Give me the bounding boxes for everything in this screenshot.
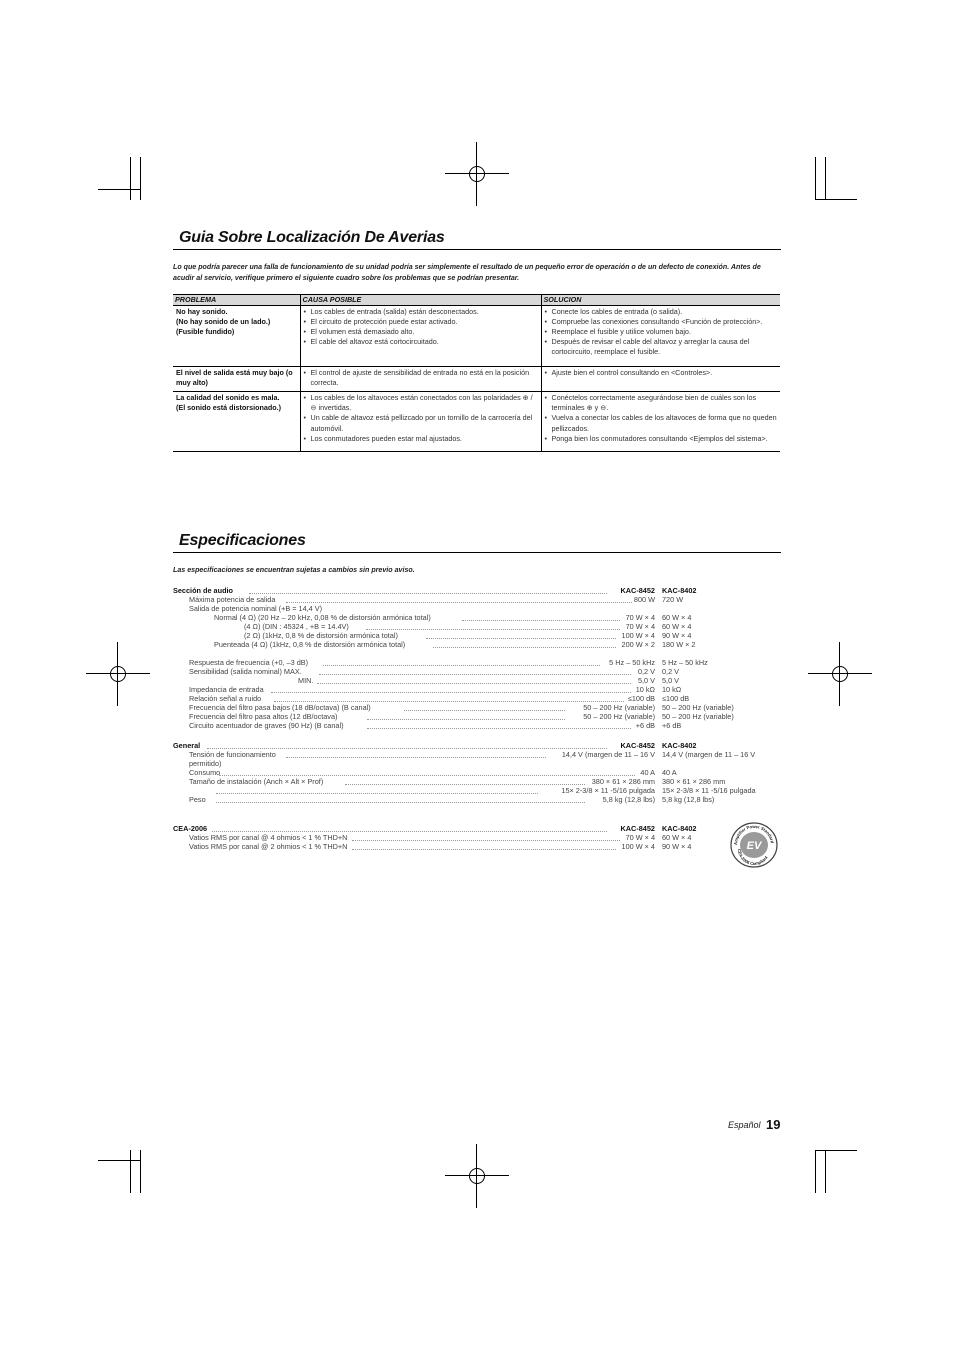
spec-value-col1: 5,0 V [637,676,655,685]
spec-value-col2: 720 W [662,595,684,604]
model-col1-label: KAC-8452 [620,741,655,750]
table-row [173,306,780,367]
registration-mark-left [86,642,150,706]
solution-cell [541,306,780,367]
header-cause: CAUSA POSIBLE [300,295,541,306]
list-item: • Un cable de altavoz está pellizcado por un tornillo de la carrocería del automóvil. [304,413,538,433]
spec-label: Impedancia de entrada [189,685,264,694]
spec-value-col2: 60 W × 4 [662,613,692,622]
problem-text: La calidad del sonido es mala. [176,393,280,403]
spec-value-col1: 5,8 kg (12,8 lbs) [602,795,655,804]
spec-value-col2: 60 W × 4 [662,622,692,631]
list-item: • Ajuste bien el control consultando en <Controles>. [545,368,778,378]
model-col1-label: KAC-8452 [620,824,655,833]
spec-value-col1: 70 W × 4 [625,613,655,622]
spec-value-col1: 100 W × 4 [621,631,655,640]
spec-value-col1: 100 W × 4 [621,842,655,851]
spec-value-col2: 90 W × 4 [662,631,692,640]
header-problem: PROBLEMA [173,295,300,306]
registration-mark-bottom [445,1144,509,1208]
spec-value-col1: 0,2 V [637,667,655,676]
spec-value-col1: +6 dB [635,721,655,730]
spec-label: Normal (4 Ω) (20 Hz – 20 kHz, 0,08 % de distorsión armónica total) [214,613,431,622]
model-col1-label: KAC-8452 [620,586,655,595]
list-item: • El cable del altavoz está cortocircuitado. [304,337,538,347]
problem-text: (El sonido está distorsionado.) [176,403,282,413]
spec-label: Salida de potencia nominal (+B = 14,4 V) [189,604,323,613]
cea-heading: CEA-2006 [173,824,208,833]
list-item: • El volumen está demasiado alto. [304,327,538,337]
cause-cell [300,306,541,367]
spec-label: Respuesta de frecuencia (+0, –3 dB) [189,658,309,667]
spec-value-col1: 50 – 200 Hz (variable) [583,712,655,721]
spec-value-col2: 15× 2-3/8 × 11 -5/16 pulgada [662,786,756,795]
spec-value-col2: 50 – 200 Hz (variable) [662,712,734,721]
list-item: • Ponga bien los conmutadores consultando <Ejemplos del sistema>. [545,434,778,444]
list-item: • Los cables de entrada (salida) están desconectados. [304,307,538,317]
problem-text: El nivel de salida está muy bajo (o muy alto) [176,368,293,388]
header-solution: SOLUCION [541,295,780,306]
spec-label: (2 Ω) (1kHz, 0,8 % de distorsión armónica total) [244,631,398,640]
spec-value-col1: 15× 2-3/8 × 11 -5/16 pulgada [561,786,655,795]
spec-label: Frecuencia del filtro pasa bajos (18 dB/octava) (B canal) [189,703,371,712]
problem-cell [173,392,300,452]
spec-label: Frecuencia del filtro pasa altos (12 dB/octava) [189,712,338,721]
spec-label: Tamaño de instalación (Anch × Alt × Prof) [189,777,324,786]
spec-value-col1: 5 Hz – 50 kHz [609,658,655,667]
list-item: • Conecte los cables de entrada (o salida). [545,307,778,317]
spec-label: Consumo [189,768,221,777]
spec-value-col2: +6 dB [662,721,682,730]
spec-value-col2: 10 kΩ [662,685,682,694]
cea-2006-badge-icon [729,821,779,869]
spec-label: Puenteada (4 Ω) (1kHz, 0,8 % de distorsión armónica total) [214,640,406,649]
list-item: • Después de revisar el cable del altavoz y arreglar la causa del cortocircuito, reemplace el fusible. [545,337,778,357]
troubleshooting-intro: Lo que podría parecer una falla de funcionamiento de su unidad podría ser simplemente el resultado de un pequeño error de operación o de un defecto de conexión. Antes de acudir al servicio, verifique primero el siguiente cuadro sobre los problemas que se podrían presentar. [173,263,761,282]
spec-label: (4 Ω) (DIN : 45324 , +B = 14.4V) [244,622,349,631]
specifications-intro: Las especificaciones se encuentran sujetas a cambios sin previo aviso. [173,566,415,574]
problem-text: (No hay sonido de un lado.) [176,317,271,327]
spec-label: MIN. [298,676,314,685]
spec-value-col2: 380 × 61 × 286 mm [662,777,726,786]
spec-value-col1: 70 W × 4 [625,833,655,842]
audio-heading: Sección de audio [173,586,234,595]
list-item: • Reemplace el fusible y utilice volumen bajo. [545,327,778,337]
list-item: • Conéctelos correctamente asegurándose bien de cuáles son los terminales ⊕ y ⊖. [545,393,778,413]
spec-label: Peso [189,795,206,804]
model-col2-label: KAC-8402 [662,741,697,750]
svg-text:EV: EV [746,840,762,852]
spec-label: Vatios RMS por canal @ 2 ohmios < 1 % THD+N [189,842,348,851]
spec-value-col2: 180 W × 2 [662,640,696,649]
table-row [173,392,780,452]
spec-label: Vatios RMS por canal @ 4 ohmios < 1 % THD+N [189,833,348,842]
cause-cell [300,367,541,392]
list-item: • El circuito de protección puede estar activado. [304,317,538,327]
spec-label: permitido) [189,759,222,768]
footer-language: Español [728,1120,761,1130]
spec-label: Circuito acentuador de graves (90 Hz) (B canal) [189,721,344,730]
table-row [173,367,780,392]
troubleshooting-table [173,294,780,452]
spec-label: Máxima potencia de salida [189,595,276,604]
model-col2-label: KAC-8402 [662,586,697,595]
table-header-row [173,295,780,306]
spec-label: Tensión de funcionamiento [189,750,276,759]
badge-ring-bottom: CEA-2006 Compliant [736,848,769,867]
list-item: • Compruebe las conexiones consultando <Función de protección>. [545,317,778,327]
spec-value-col2: 40 A [662,768,677,777]
spec-value-col2: 90 W × 4 [662,842,692,851]
problem-text: (Fusible fundido) [176,327,235,337]
spec-value-col1: ≤100 dB [627,694,655,703]
spec-label: Relación señal a ruido [189,694,262,703]
spec-value-col2: 0,2 V [662,667,680,676]
problem-cell [173,367,300,392]
spec-value-col2: ≤100 dB [662,694,690,703]
model-col2-label: KAC-8402 [662,824,697,833]
spec-value-col2: 5,8 kg (12,8 lbs) [662,795,715,804]
spec-value-col2: 5,0 V [662,676,680,685]
spec-value-col1: 40 A [640,768,655,777]
spec-value-col1: 14,4 V (margen de 11 – 16 V [561,750,655,759]
list-item: • Los cables de los altavoces están conectados con las polaridades ⊕ / ⊖ invertidas. [304,393,538,413]
list-item: • El control de ajuste de sensibilidad de entrada no está en la posición correcta. [304,368,538,388]
spec-value-col2: 14,4 V (margen de 11 – 16 V [662,750,756,759]
badge-ring-top: Amplifier Power Standard [732,823,775,846]
spec-value-col2: 5 Hz – 50 kHz [662,658,708,667]
troubleshooting-title: Guia Sobre Localización De Averias [179,229,445,246]
spec-value-col2: 60 W × 4 [662,833,692,842]
list-item: • Vuelva a conectar los cables de los altavoces de forma que no queden pellizcados. [545,413,778,433]
spec-value-col1: 70 W × 4 [625,622,655,631]
specifications-title: Especificaciones [179,532,306,549]
spec-value-col1: 50 – 200 Hz (variable) [583,703,655,712]
registration-mark-right [808,642,872,706]
spec-value-col2: 50 – 200 Hz (variable) [662,703,734,712]
page-number: 19 [766,1117,781,1132]
spec-value-col1: 380 × 61 × 286 mm [591,777,655,786]
spec-label: Sensibilidad (salida nominal) MAX. [189,667,302,676]
solution-cell [541,392,780,452]
problem-text: No hay sonido. [176,307,228,317]
registration-mark-top [445,142,509,206]
general-heading: General [173,741,201,750]
spec-value-col1: 10 kΩ [635,685,655,694]
solution-cell [541,367,780,392]
spec-value-col1: 200 W × 2 [621,640,655,649]
list-item: • Los conmutadores pueden estar mal ajustados. [304,434,538,444]
spec-value-col1: 800 W [633,595,655,604]
problem-cell [173,306,300,367]
cause-cell [300,392,541,452]
